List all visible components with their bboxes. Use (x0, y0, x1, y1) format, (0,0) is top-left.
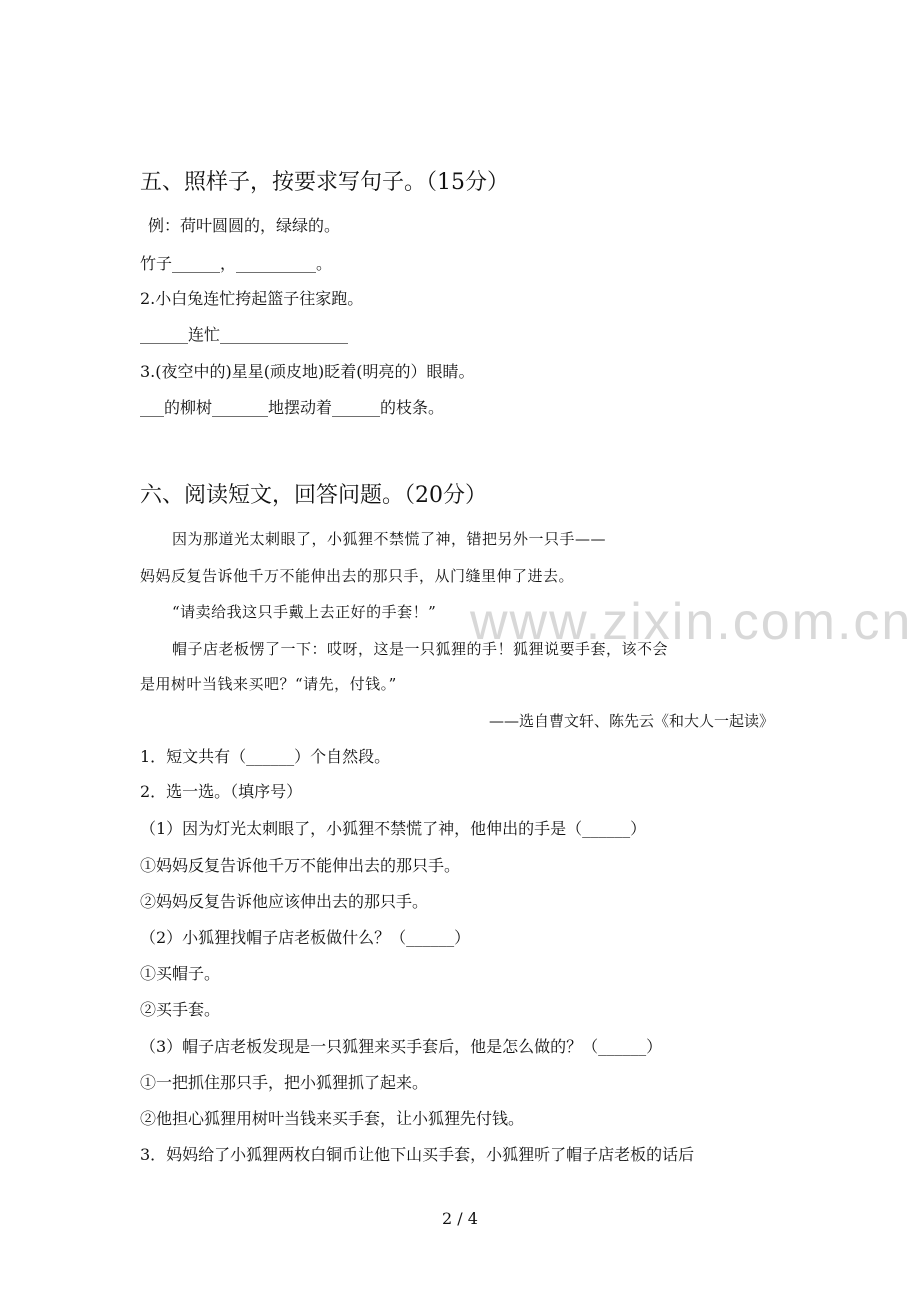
watermark: www.zixin.com.cn (470, 593, 913, 651)
option-line: ①一把抓住那只手，把小狐狸抓了起来。 (140, 1073, 429, 1092)
option-line: ①妈妈反复告诉他千万不能伸出去的那只手。 (140, 856, 461, 875)
passage-line: 是用树叶当钱来买吧？“请先，付钱。” (140, 675, 397, 693)
question-line: 3．妈妈给了小狐狸两枚白铜币让他下山买手套，小狐狸听了帽子店老板的话后 (140, 1145, 695, 1164)
section-6-heading: 六、阅读短文，回答问题。（20分） (140, 483, 487, 508)
exercise-line: 2.小白兔连忙挎起篮子往家跑。 (140, 289, 364, 308)
passage-source: ——选自曹文轩、陈先云《和大人一起读》 (488, 712, 774, 730)
question-line: 2．选一选。（填序号） (140, 782, 303, 801)
option-line: ①买帽子。 (140, 964, 221, 983)
passage-line: 帽子店老板愣了一下：哎呀，这是一只狐狸的手！狐狸说要手套，该不会 (172, 640, 669, 658)
exercise-line: ___的柳树_______地摆动着______的枝条。 (140, 398, 445, 417)
section-5-heading: 五、照样子，按要求写句子。（15分） (140, 170, 509, 195)
question-line: （1）因为灯光太刺眼了，小狐狸不禁慌了神，他伸出的手是（______） (140, 819, 647, 838)
exercise-line: 3.(夜空中的)星星(顽皮地)眨着(明亮的）眼睛。 (140, 362, 475, 381)
option-line: ②妈妈反复告诉他应该伸出去的那只手。 (140, 892, 429, 911)
passage-line: “请卖给我这只手戴上去正好的手套！” (172, 603, 437, 621)
question-line: （2）小狐狸找帽子店老板做什么？（______） (140, 928, 471, 947)
exercise-line: ______连忙________________ (140, 325, 349, 344)
passage-line: 因为那道光太刺眼了，小狐狸不禁慌了神，错把另外一只手—— (172, 530, 607, 548)
exercise-line: 竹子______，__________。 (140, 254, 333, 273)
option-line: ②他担心狐狸用树叶当钱来买手套，让小狐狸先付钱。 (140, 1109, 525, 1128)
question-line: （3）帽子店老板发现是一只狐狸来买手套后，他是怎么做的？（______） (140, 1037, 663, 1056)
passage-line: 妈妈反复告诉他千万不能伸出去的那只手，从门缝里伸了进去。 (140, 567, 575, 585)
option-line: ②买手套。 (140, 1000, 221, 1019)
example-line: 例：荷叶圆圆的，绿绿的。 (148, 216, 341, 235)
question-line: 1．短文共有（______）个自然段。 (140, 747, 391, 766)
page-number: 2 / 4 (442, 1209, 478, 1228)
